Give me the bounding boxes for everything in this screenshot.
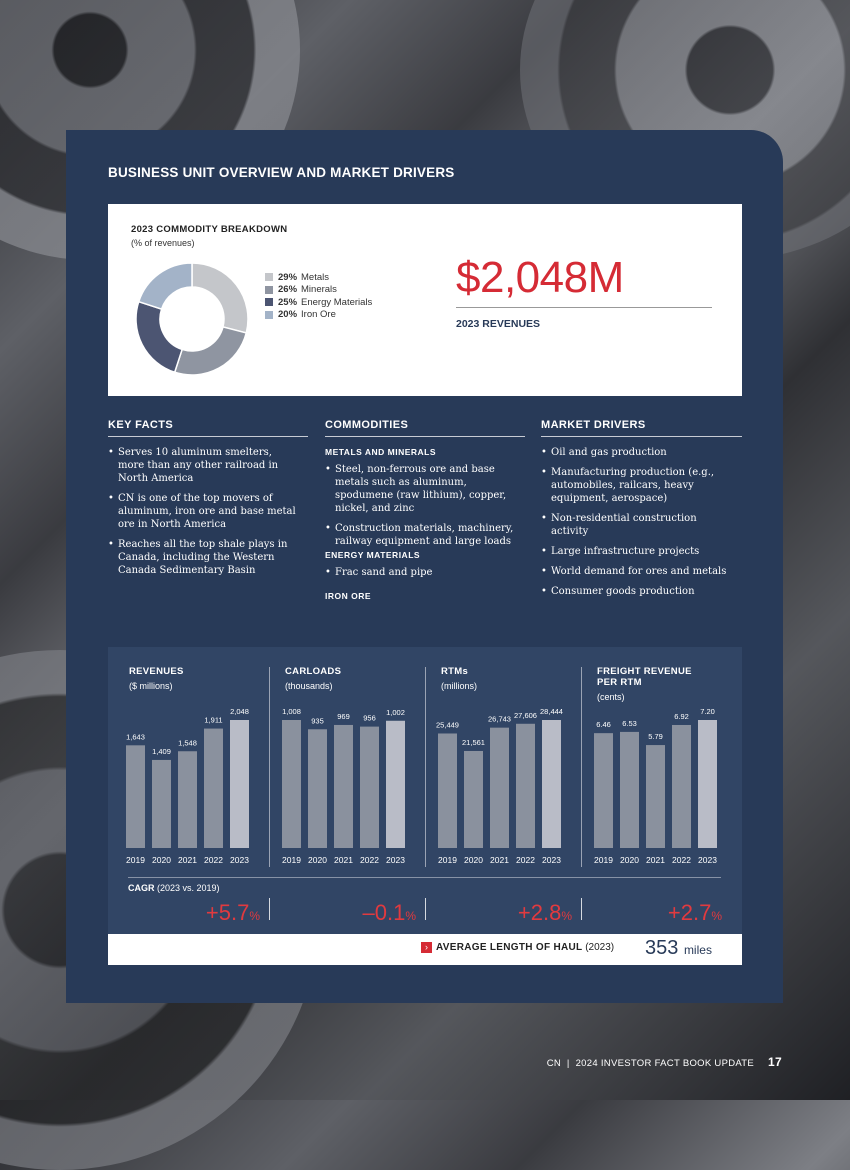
legend-label: Iron Ore <box>301 309 336 321</box>
list-item: • CN is one of the top movers of aluminum, iron ore and base metal ore in North America <box>108 492 298 531</box>
bar-value-label: 21,561 <box>462 737 485 747</box>
breakdown-title: 2023 COMMODITY BREAKDOWN <box>131 224 288 235</box>
chart-subtitle-revenues: ($ millions) <box>129 681 173 691</box>
key-facts-list <box>108 446 298 584</box>
bar-2022 <box>360 727 379 848</box>
bar-value-label: 969 <box>337 711 350 721</box>
bar-2020 <box>464 751 483 848</box>
bar-2019 <box>594 733 613 848</box>
haul-value <box>645 937 712 960</box>
bar-value-label: 5.79 <box>648 732 663 742</box>
legend-item <box>265 296 372 309</box>
legend-item <box>265 309 372 322</box>
list-item: • Serves 10 aluminum smelters, more than any other railroad in North America <box>108 446 298 485</box>
legend-item <box>265 271 372 284</box>
page-title: BUSINESS UNIT OVERVIEW AND MARKET DRIVERS <box>108 165 455 180</box>
bar-2019 <box>438 733 457 848</box>
bar-value-label: 1,548 <box>178 738 197 748</box>
x-tick-label: 2020 <box>308 855 327 865</box>
cagr-value <box>432 900 572 926</box>
x-tick-label: 2020 <box>152 855 171 865</box>
cagr-unit: % <box>405 909 416 923</box>
key-facts-heading: KEY FACTS <box>108 419 174 431</box>
haul-label-text: AVERAGE LENGTH OF HAUL <box>436 942 583 953</box>
cagr-value <box>120 900 260 926</box>
list-item: • Construction materials, machinery, railway equipment and large loads <box>325 522 525 548</box>
bar-value-label: 1,008 <box>282 707 301 716</box>
x-tick-label: 2023 <box>386 855 405 865</box>
chart-subtitle-rtms: (millions) <box>441 681 477 691</box>
bar-2020 <box>620 732 639 848</box>
x-tick-label: 2019 <box>282 855 301 865</box>
haul-year: (2023) <box>585 942 615 953</box>
bar-2019 <box>282 720 301 848</box>
x-tick-label: 2023 <box>698 855 717 865</box>
x-tick-label: 2022 <box>204 855 223 865</box>
chart-separator <box>581 667 582 867</box>
list-item: • Large infrastructure projects <box>541 545 736 558</box>
chart-title-revenues: REVENUES <box>129 666 184 677</box>
haul-number: 353 <box>645 937 679 959</box>
breakdown-subtitle: (% of revenues) <box>131 238 195 248</box>
iron-heading: IRON ORE <box>325 591 372 601</box>
revenues-bar-chart <box>124 700 258 870</box>
bar-2023 <box>542 720 561 848</box>
bar-2021 <box>646 745 665 848</box>
donut-slice-energy-materials <box>136 302 182 373</box>
x-tick-label: 2021 <box>646 855 665 865</box>
x-tick-label: 2019 <box>126 855 145 865</box>
metals-heading: METALS AND MINERALS <box>325 447 437 457</box>
cagr-separator <box>425 898 426 920</box>
divider <box>128 877 721 878</box>
list-item: • Reaches all the top shale plays in Canada, including the Western Canada Sedimentary Basin <box>108 538 298 577</box>
legend-swatch <box>265 286 273 294</box>
x-tick-label: 2022 <box>516 855 535 865</box>
chart-title-carloads: CARLOADS <box>285 666 342 677</box>
list-item: • Non-residential construction activity <box>541 512 736 538</box>
list-item: • Manufacturing production (e.g., automobiles, railcars, heavy equipment, aerospace) <box>541 466 736 505</box>
bar-value-label: 1,911 <box>204 715 223 725</box>
bar-2021 <box>490 728 509 848</box>
list-item: • Frac sand and pipe <box>325 566 525 579</box>
cagr-unit: % <box>561 909 572 923</box>
list-item: • Steel, non-ferrous ore and base metals such as aluminum, spodumene (raw lithium), copper, nickel, and zinc <box>325 463 525 515</box>
donut-slice-metals <box>192 263 248 333</box>
bar-2022 <box>516 724 535 848</box>
bar-value-label: 28,444 <box>540 707 563 716</box>
bar-2022 <box>204 729 223 848</box>
commodity-donut-chart <box>135 262 249 376</box>
legend-swatch <box>265 298 273 306</box>
chart-subtitle-freight: (cents) <box>597 692 625 702</box>
cagr-title <box>128 883 220 893</box>
bar-2019 <box>126 745 145 848</box>
chevron-right-icon: › <box>421 942 432 953</box>
x-tick-label: 2019 <box>438 855 457 865</box>
rtms-bar-chart <box>436 700 570 870</box>
haul-label <box>436 942 614 953</box>
legend-swatch <box>265 273 273 281</box>
market-drivers-list <box>541 446 736 605</box>
cagr-unit: % <box>249 909 260 923</box>
x-tick-label: 2022 <box>672 855 691 865</box>
legend-pct: 29% <box>278 271 298 283</box>
chart-subtitle-carloads: (thousands) <box>285 681 333 691</box>
chart-title-freight: FREIGHT REVENUE PER RTM <box>597 666 692 688</box>
legend-pct: 26% <box>278 284 298 296</box>
x-tick-label: 2019 <box>594 855 613 865</box>
bar-2021 <box>334 725 353 848</box>
page-footer <box>547 1055 782 1069</box>
cagr-number: –0.1 <box>362 900 406 925</box>
energy-heading: ENERGY MATERIALS <box>325 550 421 560</box>
x-tick-label: 2023 <box>230 855 249 865</box>
cagr-value <box>276 900 416 926</box>
breakdown-legend <box>265 271 372 321</box>
legend-pct: 25% <box>278 296 298 308</box>
energy-list <box>325 566 525 586</box>
divider <box>325 436 525 437</box>
bar-2020 <box>152 760 171 848</box>
cagr-value <box>582 900 722 926</box>
bar-2021 <box>178 751 197 848</box>
bar-2023 <box>698 720 717 848</box>
list-item: • World demand for ores and metals <box>541 565 736 578</box>
donut-slice-minerals <box>175 327 247 375</box>
divider <box>108 436 308 437</box>
cagr-period: (2023 vs. 2019) <box>157 883 220 893</box>
footer-text: CN | 2024 INVESTOR FACT BOOK UPDATE <box>546 1058 755 1069</box>
chart-title-rtms: RTMs <box>441 666 469 677</box>
commodities-heading: COMMODITIES <box>325 419 409 431</box>
metals-list <box>325 463 525 555</box>
legend-pct: 20% <box>278 309 298 321</box>
x-tick-label: 2022 <box>360 855 379 865</box>
list-item: • Consumer goods production <box>541 585 736 598</box>
bar-value-label: 27,606 <box>514 710 537 720</box>
chart-separator <box>425 667 426 867</box>
bar-value-label: 26,743 <box>488 714 511 724</box>
x-tick-label: 2021 <box>178 855 197 865</box>
bar-2023 <box>386 721 405 848</box>
revenue-headline-label: 2023 REVENUES <box>456 318 541 330</box>
revenue-headline-value: $2,048M <box>456 253 624 302</box>
legend-label: Minerals <box>301 284 337 296</box>
market-drivers-heading: MARKET DRIVERS <box>541 419 646 431</box>
x-tick-label: 2020 <box>620 855 639 865</box>
divider <box>541 436 742 437</box>
bar-value-label: 6.53 <box>622 718 637 728</box>
x-tick-label: 2020 <box>464 855 483 865</box>
divider <box>456 307 712 308</box>
bar-value-label: 935 <box>311 716 324 726</box>
bar-value-label: 1,002 <box>386 707 405 717</box>
bar-value-label: 6.46 <box>596 720 611 730</box>
donut-slice-iron-ore <box>139 263 192 309</box>
cagr-separator <box>269 898 270 920</box>
cagr-number: +2.8 <box>517 900 562 925</box>
bar-value-label: 1,643 <box>126 732 145 742</box>
bar-2022 <box>672 725 691 848</box>
bar-2023 <box>230 720 249 848</box>
carloads-bar-chart <box>280 700 414 870</box>
legend-label: Energy Materials <box>301 296 373 308</box>
legend-label: Metals <box>301 271 329 283</box>
bar-value-label: 7.20 <box>700 707 715 716</box>
cagr-label: CAGR <box>128 883 155 893</box>
bar-value-label: 25,449 <box>436 720 459 730</box>
bar-value-label: 6.92 <box>674 711 689 721</box>
legend-item <box>265 284 372 297</box>
legend-swatch <box>265 311 273 319</box>
x-tick-label: 2021 <box>334 855 353 865</box>
freight-bar-chart <box>592 700 726 870</box>
bar-value-label: 956 <box>363 713 376 723</box>
chart-separator <box>269 667 270 867</box>
bar-value-label: 1,409 <box>152 746 171 756</box>
bar-value-label: 2,048 <box>230 707 249 716</box>
bar-2020 <box>308 729 327 848</box>
cagr-number: +5.7 <box>205 900 250 925</box>
page-number: 17 <box>768 1055 782 1069</box>
x-tick-label: 2021 <box>490 855 509 865</box>
haul-unit: miles <box>683 943 712 957</box>
cagr-unit: % <box>711 909 722 923</box>
list-item: • Oil and gas production <box>541 446 736 459</box>
x-tick-label: 2023 <box>542 855 561 865</box>
cagr-number: +2.7 <box>667 900 712 925</box>
